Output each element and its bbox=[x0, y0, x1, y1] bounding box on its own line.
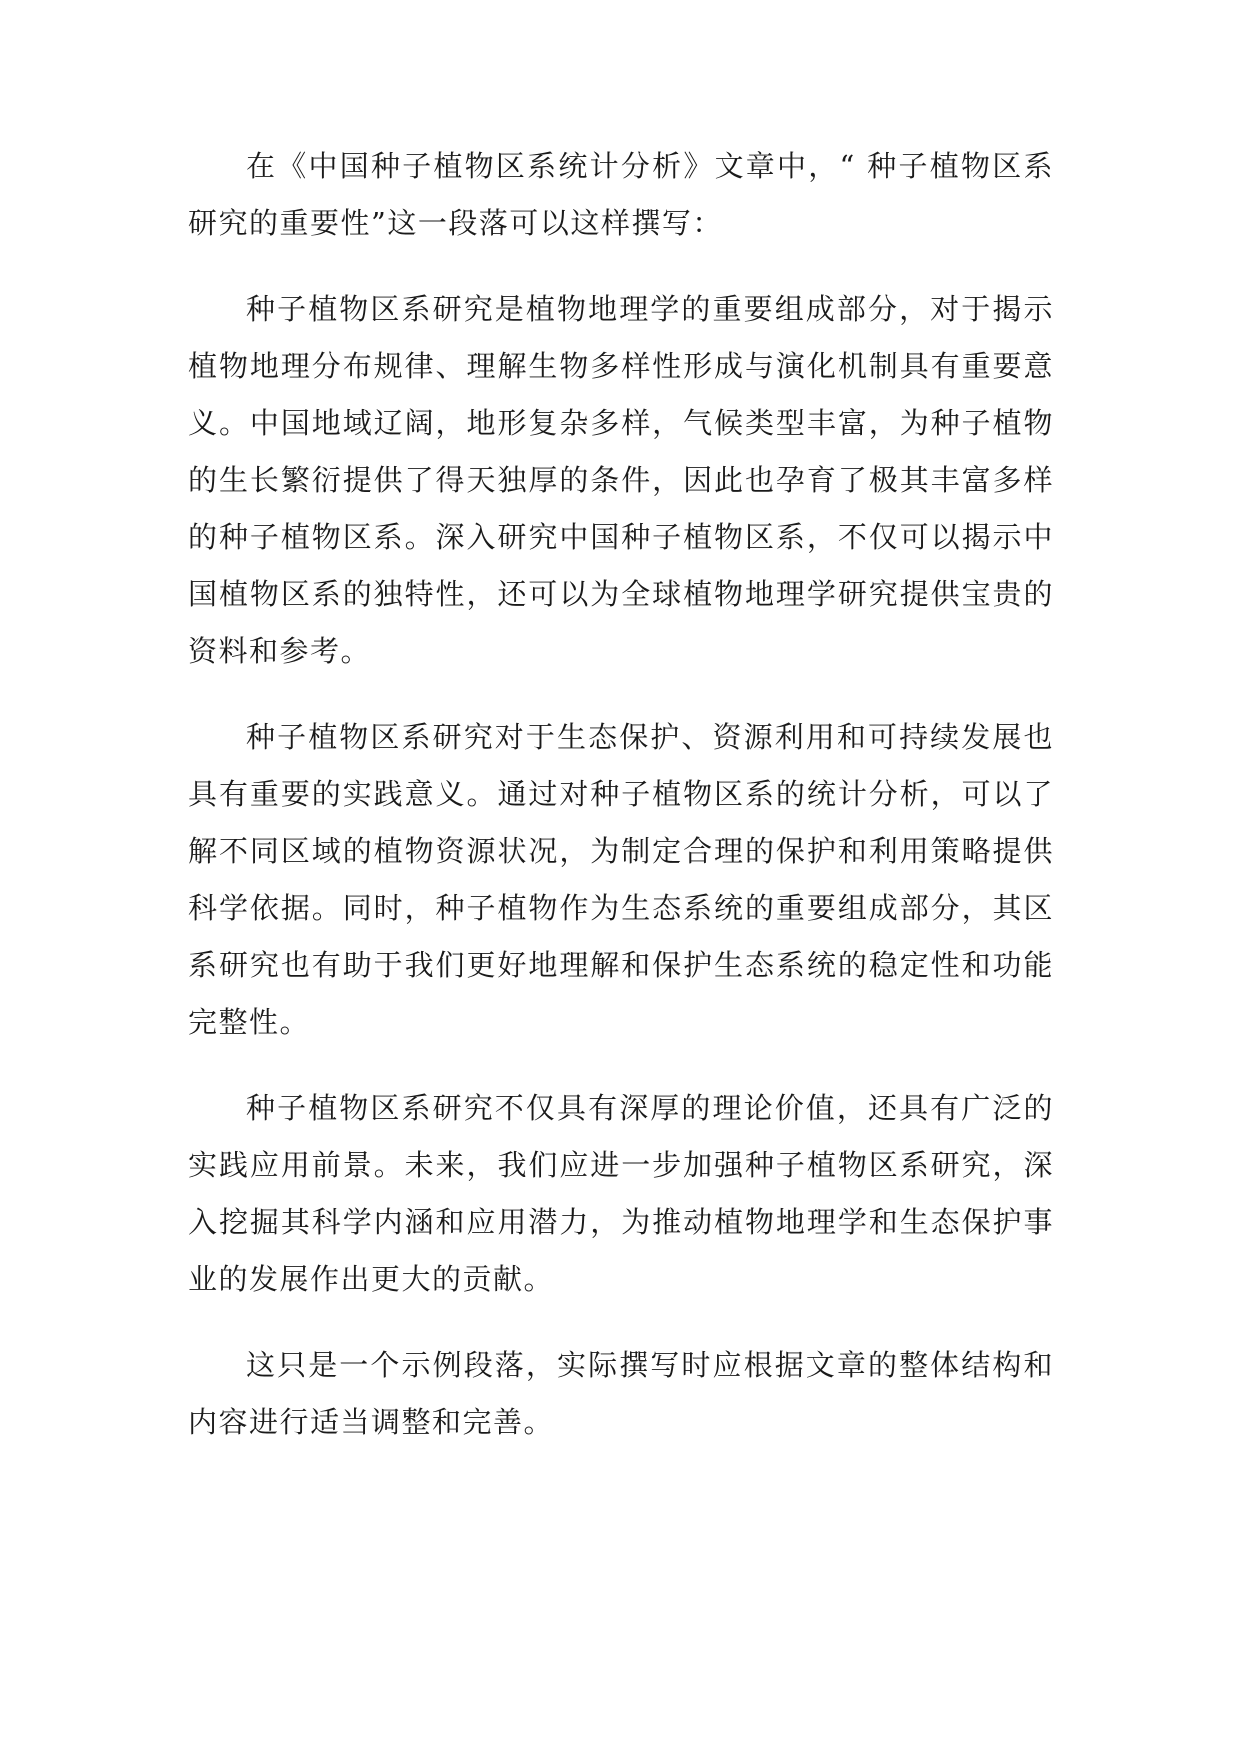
intro-paragraph: 在《中国种子植物区系统计分析》文章中，“ 种子植物区系研究的重要性”这一段落可以这样撰写： bbox=[188, 149, 1054, 240]
body-paragraph-1: 种子植物区系研究是植物地理学的重要组成部分，对于揭示植物地理分布规律、理解生物多样性形成与演化机制具有重要意义。中国地域辽阔，地形复杂多样，气候类型丰富，为种子植物的生长繁衍提供了得天独厚的条件，因此也孕育了极其丰富多样的种子植物区系。深入研究中国种子植物区系，不仅可以揭示中国植物区系的独特性，还可以为全球植物地理学研究提供宝贵的资料和参考。 bbox=[188, 292, 1054, 668]
document-body bbox=[188, 138, 1054, 1451]
body-paragraph-2: 种子植物区系研究对于生态保护、资源利用和可持续发展也具有重要的实践意义。通过对种子植物区系的统计分析，可以了解不同区域的植物资源状况，为制定合理的保护和利用策略提供科学依据。同时，种子植物作为生态系统的重要组成部分，其区系研究也有助于我们更好地理解和保护生态系统的稳定性和功能完整性。 bbox=[188, 720, 1054, 1039]
body-paragraph-3: 种子植物区系研究不仅具有深厚的理论价值，还具有广泛的实践应用前景。未来，我们应进一步加强种子植物区系研究，深入挖掘其科学内涵和应用潜力，为推动植物地理学和生态保护事业的发展作出更大的贡献。 bbox=[188, 1091, 1054, 1296]
closing-paragraph: 这只是一个示例段落，实际撰写时应根据文章的整体结构和内容进行适当调整和完善。 bbox=[188, 1348, 1054, 1439]
